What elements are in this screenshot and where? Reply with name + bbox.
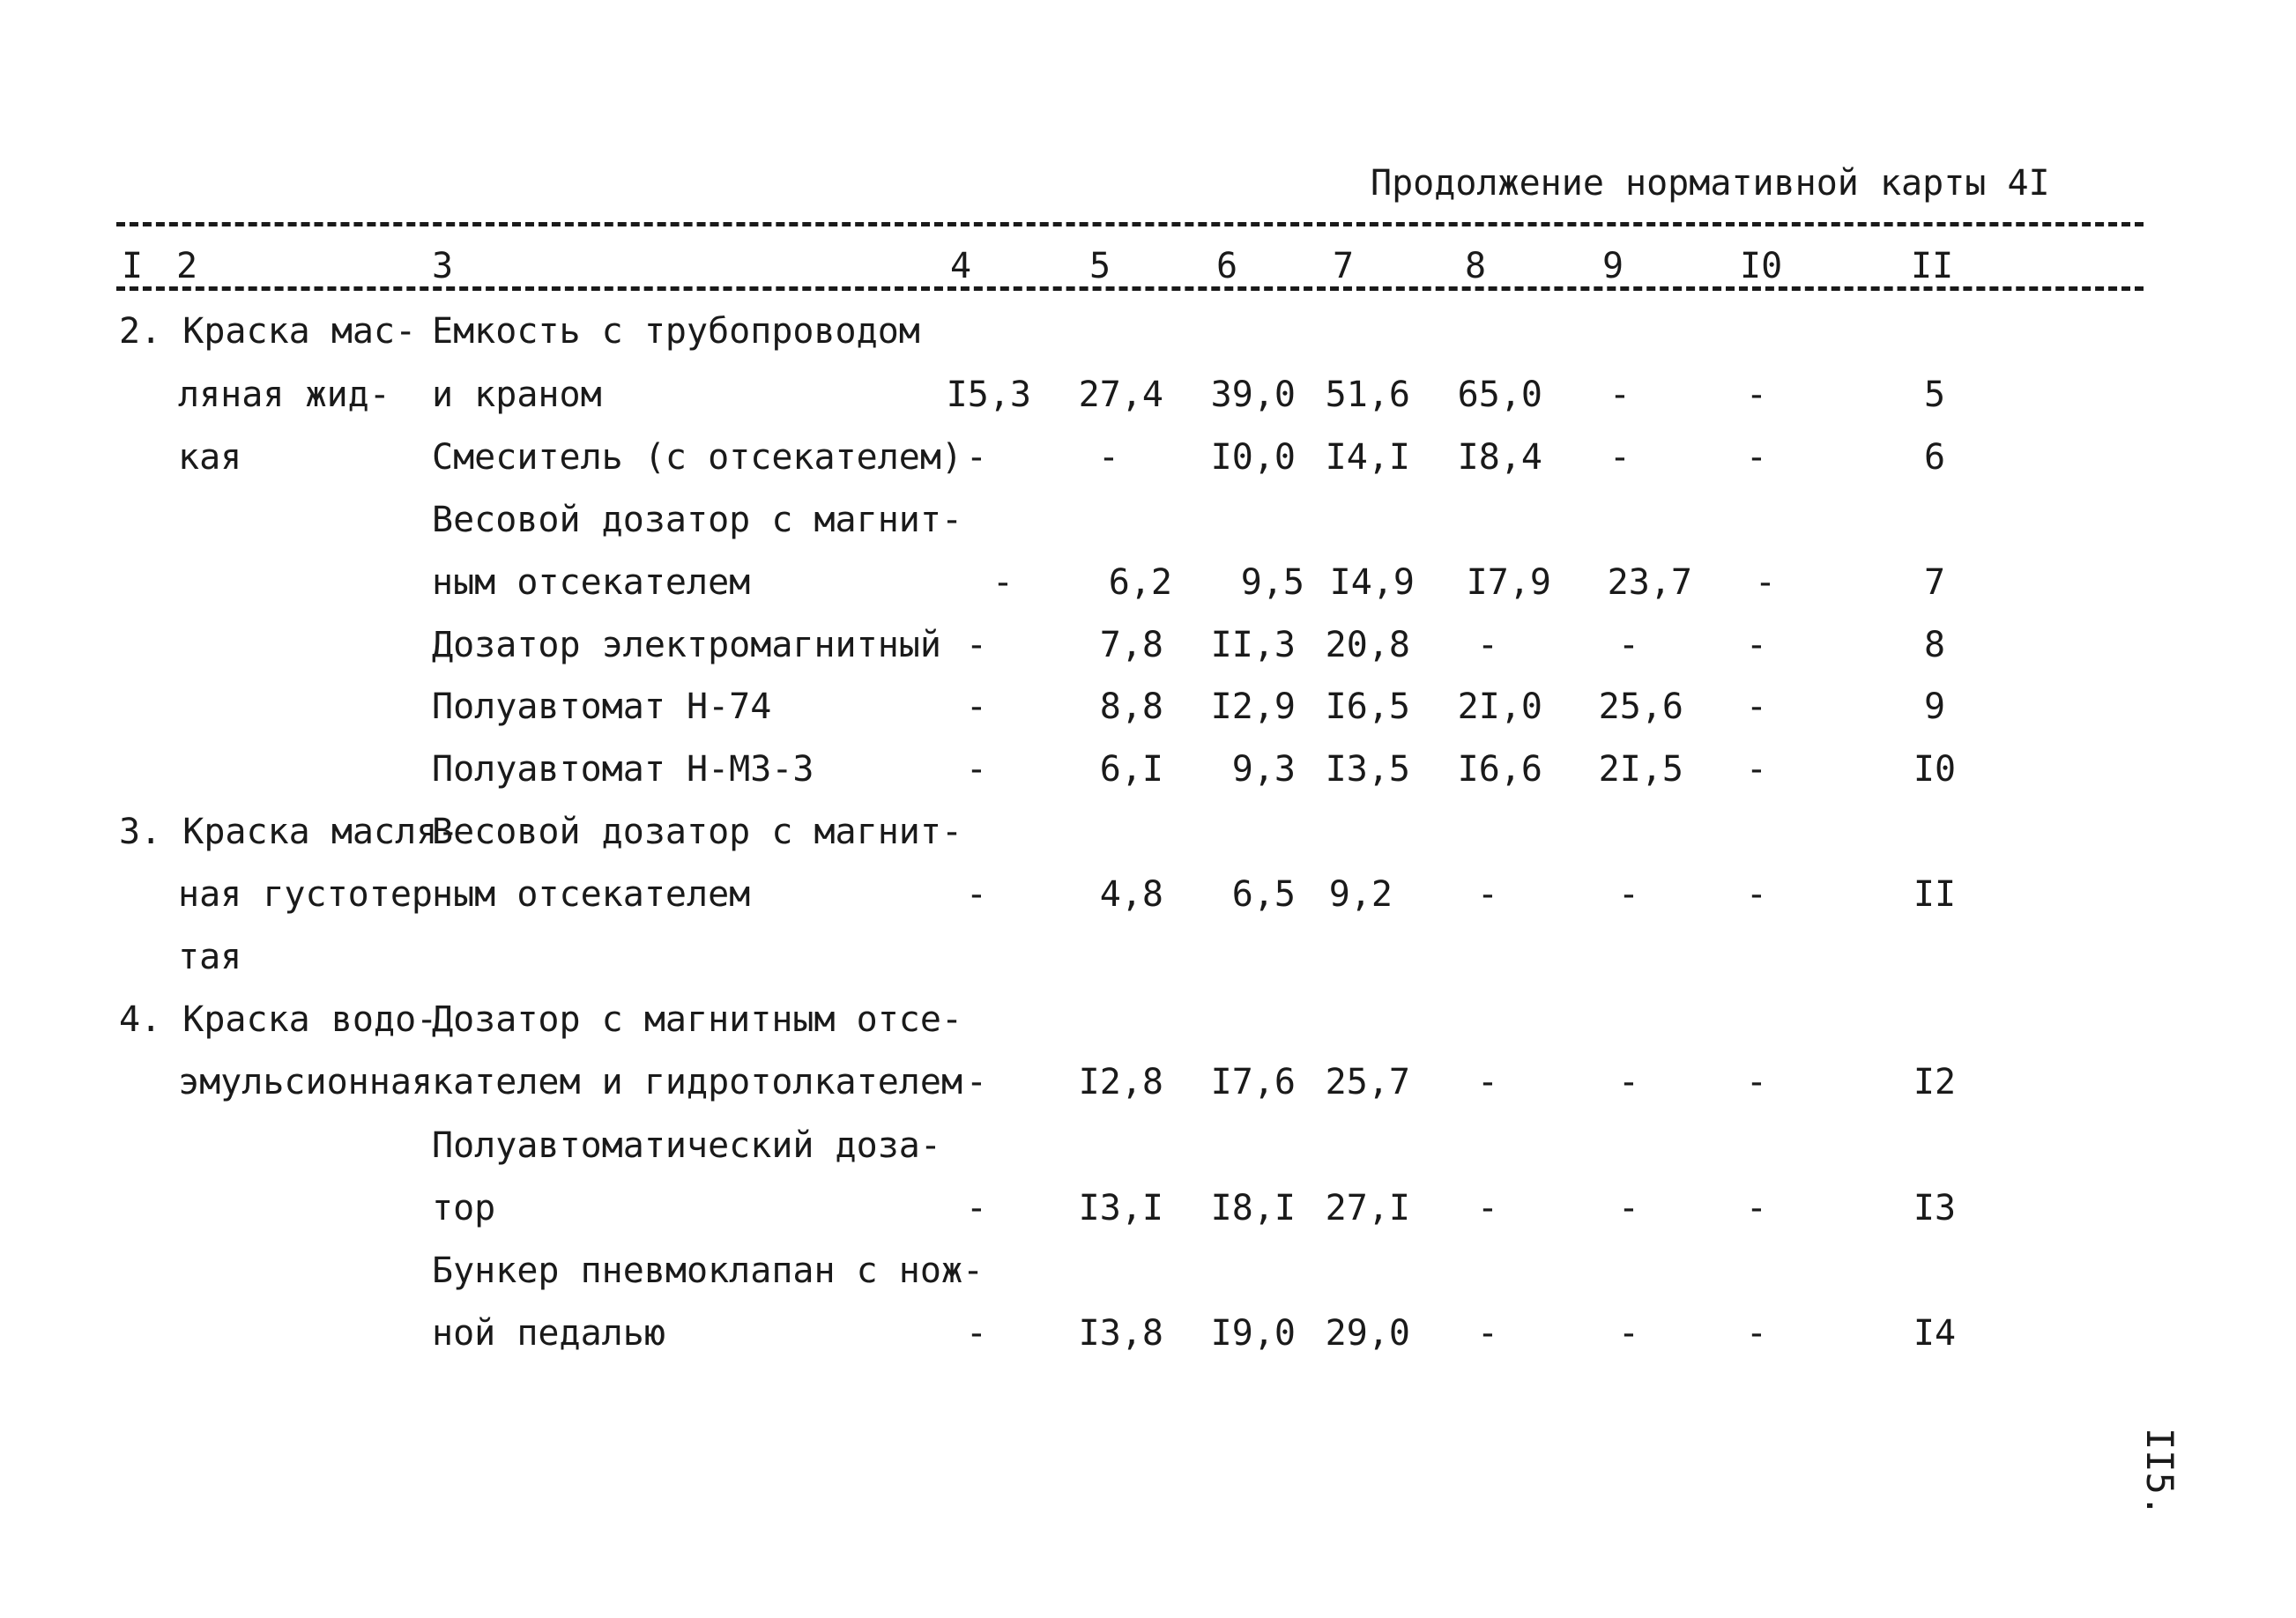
row-14-col-4: - xyxy=(965,1313,987,1354)
row-7-col-6: 9,5 xyxy=(1240,562,1304,603)
row-11-col-9: - xyxy=(1617,874,1639,915)
row-6-col-4: - xyxy=(965,437,987,478)
group-3-label-line-1: 3. Краска масля- xyxy=(119,812,459,852)
row-11-col-4: - xyxy=(965,874,987,915)
row-14-col-11: I4 xyxy=(1913,1313,1957,1354)
column-number-1: I xyxy=(122,246,144,286)
row-7-col-5: 6,2 xyxy=(1108,562,1172,603)
column-number-11: II xyxy=(1911,246,1954,286)
row-8-col-7: 20,8 xyxy=(1325,625,1410,665)
row-11-name-line-1: Весовой дозатор с магнит- xyxy=(432,812,963,852)
column-number-7: 7 xyxy=(1333,246,1355,286)
row-14-col-10: - xyxy=(1745,1313,1767,1354)
row-9-col-7: I6,5 xyxy=(1325,687,1410,727)
row-5-col-4: I5,3 xyxy=(946,375,1031,415)
row-12-col-5: I2,8 xyxy=(1078,1062,1163,1102)
row-12-col-7: 25,7 xyxy=(1325,1062,1410,1102)
row-10-col-10: - xyxy=(1745,749,1767,790)
row-13-col-5: I3,I xyxy=(1078,1188,1163,1228)
row-14-col-7: 29,0 xyxy=(1325,1313,1410,1354)
row-13-col-8: - xyxy=(1476,1188,1498,1228)
row-5-col-10: - xyxy=(1745,375,1767,415)
row-8-name-line-1: Дозатор электромагнитный xyxy=(432,625,941,665)
row-11-col-7: 9,2 xyxy=(1328,874,1393,915)
row-10-name-line-1: Полуавтомат Н-МЗ-3 xyxy=(432,749,814,790)
group-2-label-line-2: ляная жид- xyxy=(178,375,390,415)
row-9-col-6: I2,9 xyxy=(1210,687,1296,727)
row-5-col-6: 39,0 xyxy=(1210,375,1296,415)
row-7-name-line-2: ным отсекателем xyxy=(432,562,751,603)
row-8-col-4: - xyxy=(965,625,987,665)
row-14-name-line-2: ной педалью xyxy=(432,1313,665,1354)
row-9-name-line-1: Полуавтомат Н-74 xyxy=(432,687,772,727)
row-11-col-10: - xyxy=(1745,874,1767,915)
row-7-col-4: - xyxy=(992,562,1014,603)
row-8-col-5: 7,8 xyxy=(1099,625,1163,665)
row-11-col-8: - xyxy=(1476,874,1498,915)
group-2-label-line-3: кая xyxy=(178,437,242,478)
row-5-col-7: 51,6 xyxy=(1325,375,1410,415)
row-9-col-9: 25,6 xyxy=(1598,687,1683,727)
row-10-col-8: I6,6 xyxy=(1457,749,1542,790)
row-10-col-4: - xyxy=(965,749,987,790)
row-8-col-6: II,3 xyxy=(1210,625,1296,665)
row-13-col-11: I3 xyxy=(1913,1188,1957,1228)
row-6-col-10: - xyxy=(1745,437,1767,478)
row-12-col-4: - xyxy=(965,1062,987,1102)
row-5-col-8: 65,0 xyxy=(1457,375,1542,415)
row-7-col-7: I4,9 xyxy=(1329,562,1415,603)
row-11-col-5: 4,8 xyxy=(1099,874,1163,915)
group-3-label-line-3: тая xyxy=(178,937,242,977)
row-13-col-9: - xyxy=(1617,1188,1639,1228)
row-14-col-8: - xyxy=(1476,1313,1498,1354)
row-6-col-7: I4,I xyxy=(1325,437,1410,478)
group-4-label-line-2: эмульсионная xyxy=(178,1062,433,1102)
row-12-col-11: I2 xyxy=(1913,1062,1957,1102)
row-8-col-9: - xyxy=(1617,625,1639,665)
row-10-col-5: 6,I xyxy=(1099,749,1163,790)
row-6-col-5: - xyxy=(1097,437,1119,478)
column-number-2: 2 xyxy=(176,246,198,286)
row-14-col-5: I3,8 xyxy=(1078,1313,1163,1354)
row-7-col-8: I7,9 xyxy=(1466,562,1551,603)
row-7-col-9: 23,7 xyxy=(1607,562,1692,603)
row-12-col-6: I7,6 xyxy=(1210,1062,1296,1102)
page-number: II5. xyxy=(2138,1428,2181,1518)
column-number-3: 3 xyxy=(432,246,454,286)
row-9-col-10: - xyxy=(1745,687,1767,727)
row-11-col-11: II xyxy=(1913,874,1957,915)
row-10-col-9: 2I,5 xyxy=(1598,749,1683,790)
row-13-col-10: - xyxy=(1745,1188,1767,1228)
row-11-name-line-2: ным отсекателем xyxy=(432,874,751,915)
row-10-col-7: I3,5 xyxy=(1325,749,1410,790)
row-13-name-line-2: тор xyxy=(432,1188,496,1228)
row-9-col-11: 9 xyxy=(1923,687,1946,727)
row-5-name-line-1: Емкость с трубопроводом xyxy=(432,311,920,352)
row-5-col-9: - xyxy=(1609,375,1631,415)
row-6-col-11: 6 xyxy=(1923,437,1946,478)
column-number-6: 6 xyxy=(1216,246,1238,286)
row-13-col-7: 27,I xyxy=(1325,1188,1410,1228)
row-9-col-4: - xyxy=(965,687,987,727)
header-top-rule xyxy=(116,222,2144,226)
column-number-8: 8 xyxy=(1465,246,1487,286)
group-2-label-line-1: 2. Краска мас- xyxy=(119,311,417,352)
row-11-col-6: 6,5 xyxy=(1231,874,1296,915)
row-5-name-line-2: и краном xyxy=(432,375,602,415)
column-number-10: I0 xyxy=(1740,246,1783,286)
group-3-label-line-2: ная густотер- xyxy=(178,874,455,915)
continuation-heading: Продолжение нормативной карты 4I xyxy=(1371,163,2050,204)
row-14-col-9: - xyxy=(1617,1313,1639,1354)
row-5-col-11: 5 xyxy=(1923,375,1946,415)
row-9-col-5: 8,8 xyxy=(1099,687,1163,727)
header-bottom-rule xyxy=(116,286,2144,291)
row-7-col-11: 7 xyxy=(1923,562,1946,603)
row-5-col-5: 27,4 xyxy=(1078,375,1163,415)
row-6-col-6: I0,0 xyxy=(1210,437,1296,478)
group-4-label-line-1: 4. Краска водо- xyxy=(119,999,438,1040)
row-12-name-line-2: кателем и гидротолкателем xyxy=(432,1062,963,1102)
row-12-col-9: - xyxy=(1617,1062,1639,1102)
row-12-name-line-1: Дозатор с магнитным отсе- xyxy=(432,999,963,1040)
column-number-4: 4 xyxy=(950,246,972,286)
row-10-col-6: 9,3 xyxy=(1231,749,1296,790)
row-6-col-8: I8,4 xyxy=(1457,437,1542,478)
row-12-col-8: - xyxy=(1476,1062,1498,1102)
row-14-col-6: I9,0 xyxy=(1210,1313,1296,1354)
row-13-name-line-1: Полуавтоматический доза- xyxy=(432,1125,941,1166)
row-8-col-8: - xyxy=(1476,625,1498,665)
row-7-name-line-1: Весовой дозатор с магнит- xyxy=(432,500,963,540)
row-14-name-line-1: Бункер пневмоклапан с нож- xyxy=(432,1251,985,1291)
row-6-col-9: - xyxy=(1609,437,1631,478)
row-8-col-11: 8 xyxy=(1923,625,1946,665)
row-6-name-line-1: Смеситель (с отсекателем) xyxy=(432,437,963,478)
column-number-9: 9 xyxy=(1602,246,1624,286)
row-9-col-8: 2I,0 xyxy=(1457,687,1542,727)
row-8-col-10: - xyxy=(1745,625,1767,665)
column-number-5: 5 xyxy=(1089,246,1111,286)
row-12-col-10: - xyxy=(1745,1062,1767,1102)
row-7-col-10: - xyxy=(1754,562,1776,603)
row-13-col-4: - xyxy=(965,1188,987,1228)
row-10-col-11: I0 xyxy=(1913,749,1957,790)
row-13-col-6: I8,I xyxy=(1210,1188,1296,1228)
